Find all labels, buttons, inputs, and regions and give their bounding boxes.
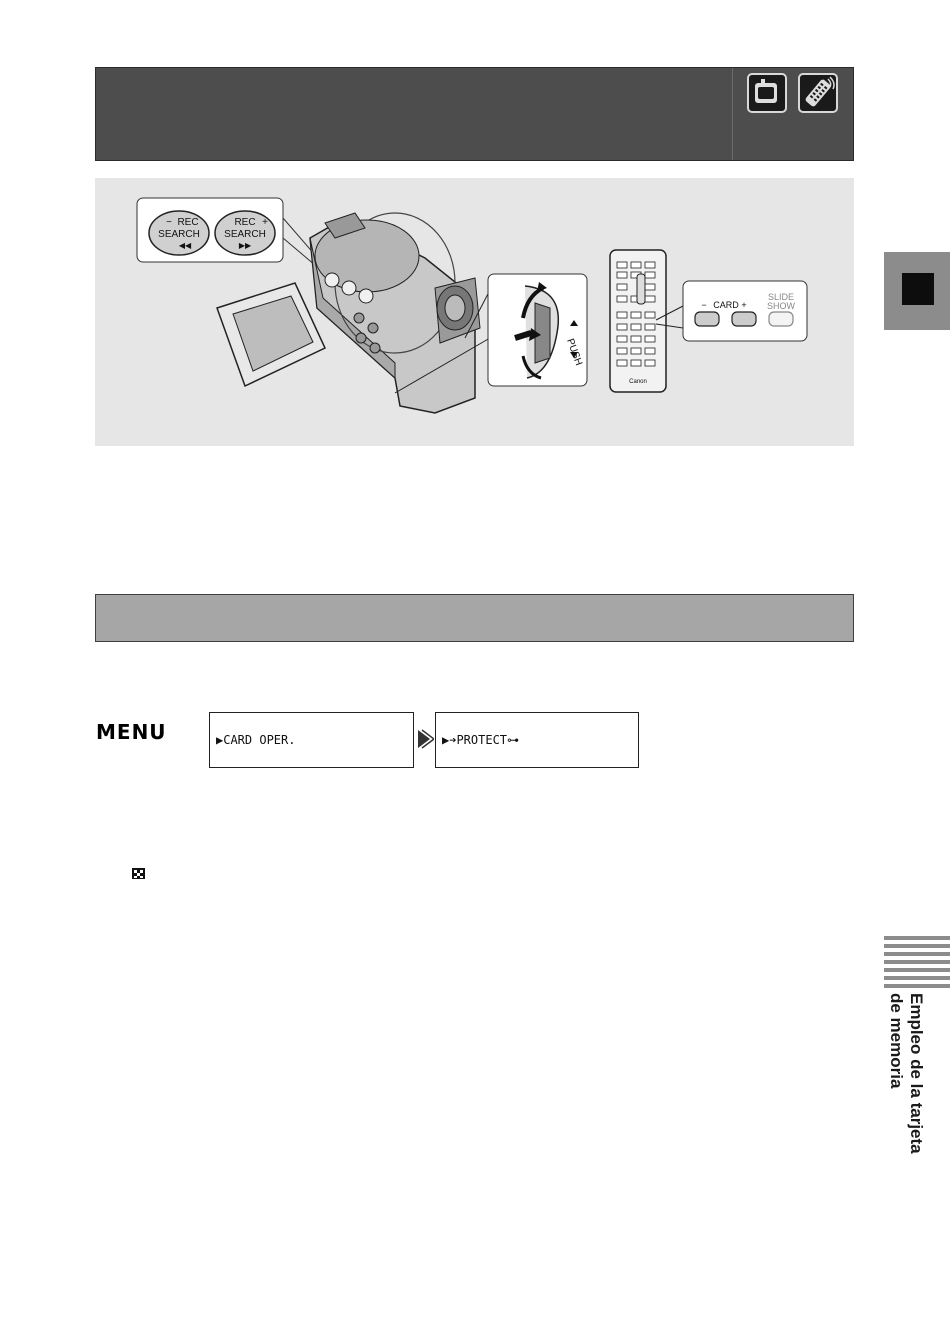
double-arrow-icon (416, 728, 434, 750)
menu-box-card-oper-text: ▶CARD OPER. (216, 733, 296, 747)
rec-search-plus-line1: REC (234, 217, 256, 228)
figure-panel (95, 178, 854, 446)
side-label-line2: de memoria (887, 993, 906, 1089)
side-section-label (884, 993, 926, 1193)
rec-search-plus-line2: SEARCH (224, 229, 266, 240)
remote-control (610, 250, 666, 392)
side-stripe (884, 952, 950, 956)
card-plus-sign: + (741, 300, 747, 310)
remote-control-icon (798, 73, 838, 113)
lcd-screen (217, 283, 325, 386)
card-minus-button (695, 312, 719, 326)
rec-search-plus-symbol: ▶▶ (238, 241, 252, 250)
menu-box-card-oper (209, 712, 414, 768)
side-stripe (884, 984, 950, 988)
side-label-line1: Empleo de la tarjeta (907, 993, 926, 1154)
side-stripe (884, 968, 950, 972)
header-divider (732, 68, 733, 160)
camcorder-body (310, 213, 480, 413)
rec-search-minus-symbol: ◀◀ (178, 241, 192, 250)
rec-search-plus-sign: + (262, 217, 268, 228)
side-stripe (884, 944, 950, 948)
slide-show-line2: SHOW (767, 301, 795, 311)
section-bar (95, 594, 854, 642)
camcorder-illustration (95, 178, 854, 446)
side-stripe (884, 976, 950, 980)
checker-icon (132, 866, 145, 877)
menu-box-protect (435, 712, 639, 768)
card-plus-button (732, 312, 756, 326)
camera-mode-icon (747, 73, 787, 113)
remote-brand-label: Canon (629, 379, 647, 385)
header-banner (95, 67, 854, 161)
menu-box-protect-text: ▶➔PROTECT⊶ (442, 733, 520, 747)
rec-search-minus-line1: REC (177, 217, 199, 228)
side-tab-marker (902, 273, 934, 305)
slide-show-line1: SLIDE (767, 292, 795, 302)
side-stripe (884, 960, 950, 964)
card-label: CARD (713, 300, 739, 310)
slide-show-button (769, 312, 793, 326)
rec-search-minus-line2: SEARCH (158, 229, 200, 240)
card-minus-sign: − (701, 300, 707, 310)
rec-search-minus-sign: − (166, 217, 172, 228)
menu-label: MENU (96, 720, 167, 744)
side-stripe (884, 936, 950, 940)
